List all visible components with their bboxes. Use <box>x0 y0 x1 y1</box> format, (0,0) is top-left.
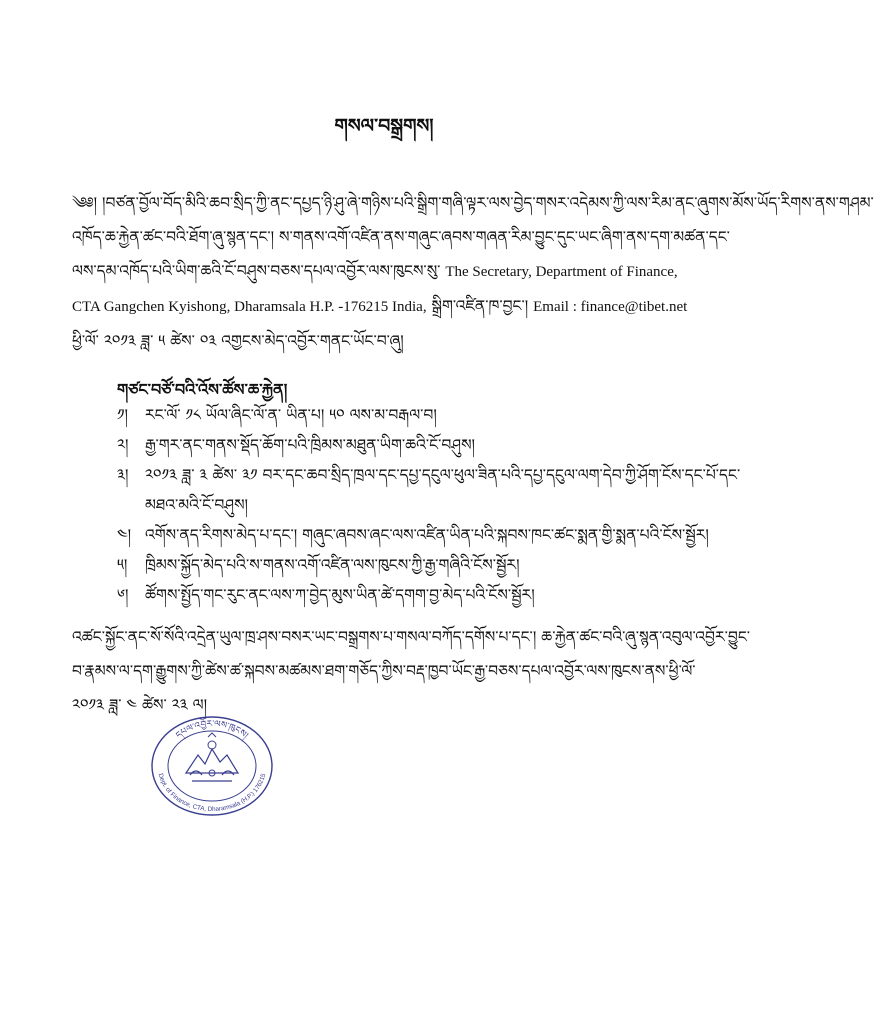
requirement-text <box>145 460 740 520</box>
address-label-tibetan: སྒྲིག་འཛིན་ཁ་བྱང་། <box>431 297 529 315</box>
requirement-number: ༦། <box>117 586 129 604</box>
requirement-line: རྒྱ་གར་ནང་གནས་སྡོད་ཆོག་པའི་ཁྲིམས་མཐུན་ཡིག་ཆའི་ངོ་བཤུས། <box>145 436 475 454</box>
seal-ring-text: Dept. of Finance, CTA, Dharamsala (H.P.) 176215 <box>156 772 268 814</box>
closing-line-3: ༢༠༡༣ ཟླ་ ༤ ཚེས་ ༢༣ ལ། <box>72 696 208 714</box>
intro-line-5: ཕྱི་ལོ་ ༢༠༡༣ ཟླ་ ༥ ཚེས་ ༠༣ འགྱངས་མེད་འབྱོར་གནང་ཡོང་བ་ཞུ། <box>72 332 404 350</box>
intro-paragraph <box>72 186 874 358</box>
requirement-text <box>145 550 697 580</box>
requirement-item <box>117 460 741 520</box>
contact-email: Email : finance@tibet.net <box>533 299 688 315</box>
requirements-list <box>117 400 741 610</box>
requirements-heading: གཙང་བཙོ་བའི་འོས་ཚོས་ཆ་རྐྱེན། <box>117 380 288 399</box>
intro-line-2: འཁོད་ཆ་རྐྱེན་ཚང་བའི་ཐོག་ཞུ་སྙན་དང་། ས་གནས་འགོ་འཛིན་ནས་གཞུང་ཞབས་གཞན་རིམ་བྱུང་དུང་ཡང་ཞིག་ནས་དག་མཚན་དང་ <box>72 228 730 246</box>
requirement-number: ༣། <box>117 466 129 484</box>
seal-top-text: དཔལ་འབྱོར་ལས་ཁུངས། <box>174 719 250 741</box>
requirement-text <box>145 400 697 430</box>
requirement-number: ༥། <box>117 556 128 574</box>
requirement-number: ༢། <box>117 436 129 454</box>
intro-line-3-tibetan: ལས་དམ་འཁོད་པའི་ཡིག་ཆའི་ངོ་བཤུས་བཅས་དཔལ་འབྱོར་ལས་ཁུངས་སུ་ <box>72 262 441 280</box>
requirement-item <box>117 550 697 580</box>
requirement-text <box>145 430 697 460</box>
requirement-line: ཚོགས་སྤྱོད་གང་རུང་ནང་ལས་ཀ་བྱེད་མུས་ཡིན་ཚེ་དགག་བྱ་མེད་པའི་ངོས་སྦྱོར། <box>145 586 535 604</box>
requirement-item <box>117 400 697 430</box>
closing-line-1: འཚང་སྐྱོང་ནང་སོ་སོའི་འདྲེན་ཡུལ་ཁྲ་ཤས་བསར་ཡང་བསྒྲགས་པ་གསལ་བཀོད་དགོས་པ་དང་། ཆ་རྐྱེན་ཚང་བའི་ཞུ་སྙན་འབུལ་འབྱོར་བྱུང་ <box>72 628 751 646</box>
requirement-line: རང་ལོ་ ༡༨ ཡོལ་ཞིང་ལོ་ན་ ཡིན་པ། ༥༠ ལས་མ་བརྒལ་བ། <box>145 406 437 424</box>
requirement-number: ༡། <box>117 406 128 424</box>
department-seal <box>150 715 274 817</box>
closing-line-2: བ་རྣམས་ལ་དག་རྒྱུགས་ཀྱི་ཚེས་ཚ་སྐབས་མཚམས་ཐག་གཅོད་ཀྱིས་བརྡ་ཁྱབ་ཡོང་རྒྱ་བཅས་དཔལ་འབྱོར་ལས་ཁུངས་ནས་ཕྱི་ལོ་ <box>72 662 696 680</box>
requirement-item <box>117 430 697 460</box>
requirement-line: ཁྲིམས་སྐྱོད་མེད་པའི་ས་གནས་འགོ་འཛིན་ལས་ཁུངས་ཀྱི་རྒྱ་གཞིའི་ངོས་སྦྱོར། <box>145 556 520 574</box>
requirement-text <box>145 580 697 610</box>
requirement-line: འགོས་ནད་རིགས་མེད་པ་དང་། གཞུང་ཞབས་ཞང་ལས་འཛིན་ཡིན་པའི་སྐབས་ཁང་ཚང་སྨན་གྱི་སྨན་པའི་ངོས་སྦྱོར། <box>145 526 709 544</box>
requirement-item <box>117 520 709 550</box>
closing-paragraph <box>72 620 751 722</box>
requirement-line: མཐའ་མའི་ངོ་བཤུས། <box>145 496 248 514</box>
requirement-text <box>145 520 709 550</box>
notice-title: གསལ་བསྒྲགས། <box>334 115 434 137</box>
requirement-item <box>117 580 697 610</box>
intro-line-3 <box>72 254 696 289</box>
requirement-number: ༤། <box>117 526 132 544</box>
secretary-address-text: The Secretary, Department of Finance, <box>445 264 678 280</box>
intro-line-1: ༄༅། །བཙན་བྱོལ་བོད་མིའི་ཆབ་སྲིད་ཀྱི་ནང་དཔྱད་ཉི་ཤུ་ཞེ་གཉིས་པའི་སྒྲིག་གཞི་ལྟར་ལས་བྱེད་གསར་འདེམས་ཀྱི་ལས་རིམ་ནང་ཞུགས་མོས་ཡོད་རིགས་ནས་གཤམ་ <box>72 194 874 212</box>
intro-line-4 <box>72 289 696 324</box>
requirement-line: ༢༠༡༣ ཟླ་ ༣ ཚེས་ ༣༡ བར་དང་ཆབ་སྲིད་ཁྲལ་དང་དཔྱ་དངུལ་ཕུལ་ཟིན་པའི་དཔྱ་དངུལ་ལག་དེབ་ཀྱི་ཤོག་ངོས་དང་པོ་དང་ <box>145 466 741 484</box>
office-address-text: CTA Gangchen Kyishong, Dharamsala H.P. -176215 India, <box>72 299 427 315</box>
